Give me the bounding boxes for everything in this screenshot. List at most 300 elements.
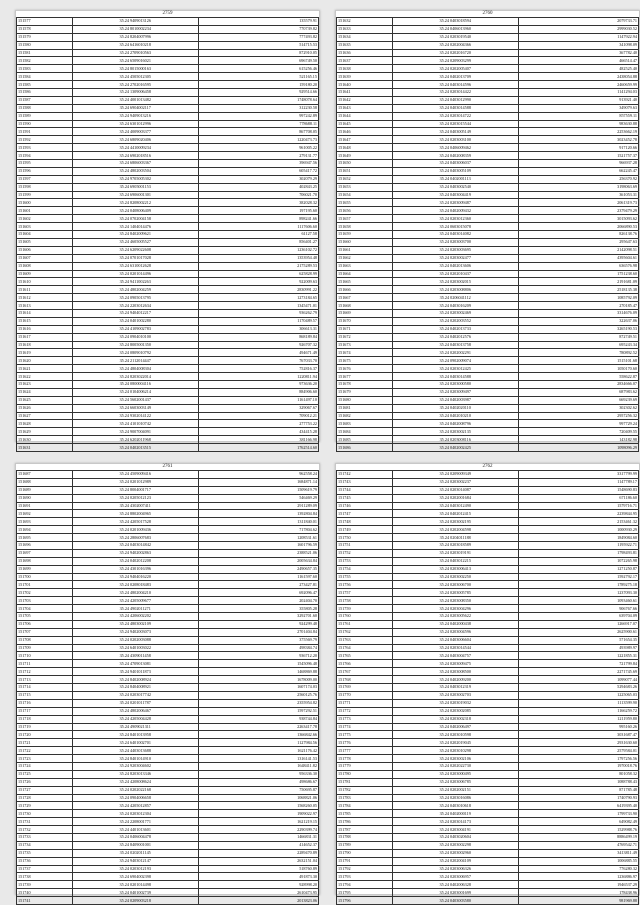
record-id-cell: 151720 <box>17 731 73 739</box>
record-id-cell: 151696 <box>17 542 73 550</box>
value-cell: 2579584.01 <box>518 747 638 755</box>
record-id-cell: 151639 <box>337 73 393 81</box>
value-cell: 770739.82 <box>198 25 318 33</box>
coordinate-cell: 35.24 0402010210 <box>392 412 518 420</box>
table-row <box>337 486 639 494</box>
value-cell: 801058.32 <box>518 770 638 778</box>
value-cell: 2610473.95 <box>198 889 318 897</box>
value-cell: 2239844.95 <box>518 510 638 518</box>
coordinate-cell: 35.24 0402009200 <box>392 676 518 684</box>
table-row <box>337 341 639 349</box>
coordinate-cell: 35.24 2806007683 <box>72 534 198 542</box>
record-id-cell: 151668 <box>337 302 393 310</box>
value-cell: 1466831.31 <box>198 833 318 841</box>
record-id-cell: 151791 <box>337 857 393 865</box>
value-cell: 1117606.60 <box>198 223 318 231</box>
value-cell: 1221855.31 <box>518 652 638 660</box>
coordinate-cell: 35.24 4302007411 <box>72 502 198 510</box>
table-row <box>337 786 639 794</box>
value-cell: 491873.30 <box>198 873 318 881</box>
coordinate-cell: 35.24 8409001001 <box>72 841 198 849</box>
table-row <box>17 542 319 550</box>
table-row <box>337 707 639 715</box>
value-cell: 696749.50 <box>198 57 318 65</box>
table-row <box>337 175 639 183</box>
record-id-cell: 151646 <box>337 128 393 136</box>
value-cell: 1740790.93 <box>518 794 638 802</box>
record-id-cell: 151680 <box>337 396 393 404</box>
table-row <box>337 652 639 660</box>
table-row <box>17 770 319 778</box>
record-id-cell: 151623 <box>17 380 73 388</box>
record-id-cell: 151643 <box>337 104 393 112</box>
page-number: 2761 <box>162 464 173 469</box>
record-id-cell: 151737 <box>17 865 73 873</box>
value-cell: 322637.06 <box>518 317 638 325</box>
table-row <box>337 620 639 628</box>
record-id-cell: 151597 <box>17 175 73 183</box>
table-row <box>17 128 319 136</box>
table-row <box>17 191 319 199</box>
page-number: 2762 <box>482 464 493 469</box>
value-cell: 995160.26 <box>518 723 638 731</box>
table-row <box>17 660 319 668</box>
coordinate-cell: 35.24 0201011787 <box>72 699 198 707</box>
coordinate-cell: 35.24 0208018483 <box>72 581 198 589</box>
value-cell: 752816.37 <box>198 365 318 373</box>
table-row <box>17 613 319 621</box>
record-id-cell: 151738 <box>17 873 73 881</box>
table-row <box>337 404 639 412</box>
value-cell: 1748078.64 <box>198 96 318 104</box>
record-id-cell: 151658 <box>337 223 393 231</box>
coordinates-table <box>16 17 319 452</box>
page-2760 <box>335 10 640 450</box>
coordinate-cell: 35.24 0203002703 <box>392 691 518 699</box>
table-row <box>337 254 639 262</box>
record-id-cell: 151595 <box>17 160 73 168</box>
record-id-cell: 151794 <box>337 881 393 889</box>
table-row <box>337 826 639 834</box>
table-row <box>337 810 639 818</box>
record-id-cell: 151638 <box>337 65 393 73</box>
value-cell: 1799733.90 <box>518 810 638 818</box>
table-row <box>337 573 639 581</box>
coordinate-cell: 35.24 6509016021 <box>72 57 198 65</box>
record-id-cell: 151701 <box>17 581 73 589</box>
coordinate-cell: 35.24 0203009487 <box>392 199 518 207</box>
page-2759 <box>15 10 320 450</box>
record-id-cell: 151754 <box>337 565 393 573</box>
coordinate-cell: 35.24 2702016595 <box>72 81 198 89</box>
coordinate-cell: 35.24 4309011458 <box>72 652 198 660</box>
coordinate-cell: 35.24 0203000495 <box>392 770 518 778</box>
value-cell: 493989.97 <box>518 644 638 652</box>
table-row <box>17 373 319 381</box>
table-row <box>337 41 639 49</box>
value-cell: 1789275.18 <box>518 581 638 589</box>
coordinate-cell: 35.24 4205009677 <box>72 597 198 605</box>
value-cell: 1366842.66 <box>198 731 318 739</box>
coordinate-cell: 35.24 0203015544 <box>392 120 518 128</box>
table-row <box>17 605 319 613</box>
table-row <box>17 317 319 325</box>
coordinate-cell: 35.24 0406013960 <box>392 25 518 33</box>
value-cell: 1211959.80 <box>518 715 638 723</box>
table-row <box>337 49 639 57</box>
table-row <box>337 739 639 747</box>
value-cell: 1236886.97 <box>518 873 638 881</box>
table-row <box>337 380 639 388</box>
record-id-cell: 151610 <box>17 278 73 286</box>
coordinate-cell: 35.24 0104006214 <box>72 388 198 396</box>
value-cell: 695243.34 <box>518 341 638 349</box>
record-id-cell: 151685 <box>337 436 393 444</box>
table-row <box>337 747 639 755</box>
coordinate-cell: 35.24 9403012147 <box>72 857 198 865</box>
table-row <box>337 857 639 865</box>
value-cell: 1006885.55 <box>518 857 638 865</box>
table-row <box>17 231 319 239</box>
value-cell: 197195.60 <box>198 207 318 215</box>
record-id-cell: 151673 <box>337 341 393 349</box>
value-cell: 1392804.84 <box>198 510 318 518</box>
table-row <box>337 770 639 778</box>
record-id-cell: 151780 <box>337 770 393 778</box>
coordinate-cell: 35.24 0203018589 <box>392 542 518 550</box>
coordinate-cell: 35.24 4009003377 <box>72 128 198 136</box>
coordinate-cell: 35.24 0809010792 <box>72 349 198 357</box>
record-id-cell: 151599 <box>17 191 73 199</box>
coordinate-cell: 35.24 0403004757 <box>392 652 518 660</box>
coordinate-cell: 35.24 8004001717 <box>72 486 198 494</box>
table-row <box>337 412 639 420</box>
coordinate-cell: 35.24 0203014173 <box>392 818 518 826</box>
coordinate-cell: 35.24 0206041112 <box>392 294 518 302</box>
value-cell: 625828.99 <box>198 270 318 278</box>
coordinate-cell: 35.24 0203003100 <box>392 136 518 144</box>
coordinate-cell: 35.24 0203002318 <box>392 715 518 723</box>
record-id-cell: 151734 <box>17 841 73 849</box>
table-row <box>337 755 639 763</box>
value-cell: 2153461.32 <box>518 518 638 526</box>
record-id-cell: 151764 <box>337 644 393 652</box>
record-id-cell: 151732 <box>17 826 73 834</box>
coordinate-cell: 35.24 0203012304 <box>72 810 198 818</box>
table-row <box>337 25 639 33</box>
table-row <box>337 794 639 802</box>
value-cell: 924299.48 <box>198 620 318 628</box>
coordinate-cell: 35.24 0403004419 <box>392 191 518 199</box>
coordinate-cell: 35.24 0202022730 <box>392 762 518 770</box>
value-cell: 1236102.72 <box>198 246 318 254</box>
coordinate-cell: 35.24 0403013758 <box>392 341 518 349</box>
coordinate-cell: 35.24 8010002234 <box>72 25 198 33</box>
table-row <box>337 270 639 278</box>
record-id-cell: 151654 <box>337 191 393 199</box>
value-cell: 349079.63 <box>518 104 638 112</box>
table-row <box>337 365 639 373</box>
coordinate-cell: 35.24 0202002291 <box>392 349 518 357</box>
coordinate-cell: 35.24 0203002250 <box>392 573 518 581</box>
record-id-cell: 151583 <box>17 65 73 73</box>
value-cell: 2289470.89 <box>198 849 318 857</box>
coordinate-cell: 35.24 8203022014 <box>72 373 198 381</box>
value-cell: 3023452.78 <box>518 136 638 144</box>
coordinate-cell: 35.24 6401002701 <box>72 739 198 747</box>
coordinate-cell: 35.24 9401011873 <box>72 668 198 676</box>
coordinate-cell: 35.24 6809020406 <box>72 136 198 144</box>
coordinate-cell: 35.24 0902009074 <box>392 357 518 365</box>
coordinate-cell: 35.24 0402001113 <box>392 175 518 183</box>
value-cell: 2379479.29 <box>518 207 638 215</box>
record-id-cell: 151644 <box>337 112 393 120</box>
record-id-cell: 151782 <box>337 786 393 794</box>
table-row <box>337 731 639 739</box>
table-row <box>17 802 319 810</box>
table-row <box>337 699 639 707</box>
record-id-cell: 151722 <box>17 747 73 755</box>
record-id-cell: 151774 <box>337 723 393 731</box>
table-row <box>17 89 319 97</box>
table-row <box>17 652 319 660</box>
table-row <box>17 388 319 396</box>
value-cell: 1166259.72 <box>518 707 638 715</box>
coordinate-cell: 35.24 0402000119 <box>392 810 518 818</box>
record-id-cell: 151675 <box>337 357 393 365</box>
record-id-cell: 151687 <box>17 471 73 479</box>
table-row <box>17 597 319 605</box>
record-id-cell: 151735 <box>17 849 73 857</box>
coordinate-cell: 35.24 0203003695 <box>392 246 518 254</box>
table-row <box>17 676 319 684</box>
coordinate-cell: 35.24 0203012360 <box>392 215 518 223</box>
value-cell: 1127984.56 <box>198 739 318 747</box>
value-cell: 938744.84 <box>198 715 318 723</box>
coordinate-cell: 35.24 2709010563 <box>72 49 198 57</box>
record-id-cell: 151657 <box>337 215 393 223</box>
coordinate-cell: 35.24 0203008806 <box>392 286 518 294</box>
coordinate-cell: 35.24 9302014122 <box>72 412 198 420</box>
coordinate-cell: 35.24 4205012857 <box>72 802 198 810</box>
record-id-cell: 151607 <box>17 254 73 262</box>
record-id-cell: 151778 <box>337 755 393 763</box>
coordinate-cell: 35.24 0205012123 <box>72 494 198 502</box>
coordinate-cell: 35.24 4605005527 <box>72 238 198 246</box>
table-row <box>337 668 639 676</box>
table-row <box>17 152 319 160</box>
table-row <box>337 238 639 246</box>
coordinate-cell: 35.24 0403005149 <box>392 128 518 136</box>
table-row <box>337 128 639 136</box>
table-row <box>337 897 639 905</box>
record-id-cell: 151760 <box>337 613 393 621</box>
table-row <box>337 549 639 557</box>
table-row <box>337 660 639 668</box>
table-row <box>337 144 639 152</box>
record-id-cell: 151789 <box>337 841 393 849</box>
value-cell: 3198063.69 <box>518 183 638 191</box>
table-row <box>337 246 639 254</box>
table-row <box>17 573 319 581</box>
table-row <box>17 278 319 286</box>
value-cell: 2931630.60 <box>518 739 638 747</box>
record-id-cell: 151692 <box>17 510 73 518</box>
value-cell: 1099077.44 <box>518 676 638 684</box>
table-row <box>337 262 639 270</box>
value-cell: 1266917.07 <box>518 620 638 628</box>
table-row <box>17 167 319 175</box>
record-id-cell: 151792 <box>337 865 393 873</box>
record-id-cell: 151618 <box>17 341 73 349</box>
value-cell: 671186.60 <box>518 494 638 502</box>
coordinate-cell: 35.24 0203019540 <box>392 33 518 41</box>
record-id-cell: 151589 <box>17 112 73 120</box>
value-cell: 1050170.60 <box>518 365 638 373</box>
value-cell: 135579.91 <box>198 18 318 26</box>
record-id-cell: 151678 <box>337 380 393 388</box>
record-id-cell: 151662 <box>337 254 393 262</box>
coordinate-cell: 35.24 0702004158 <box>72 215 198 223</box>
record-id-cell: 151669 <box>337 309 393 317</box>
record-id-cell: 151784 <box>337 802 393 810</box>
table-row <box>337 518 639 526</box>
table-row <box>17 325 319 333</box>
value-cell: 5294683.26 <box>518 684 638 692</box>
value-cell: 521165.15 <box>198 73 318 81</box>
table-row <box>17 589 319 597</box>
table-row <box>17 104 319 112</box>
value-cell: 936262.79 <box>198 309 318 317</box>
value-cell: 382028.32 <box>198 199 318 207</box>
table-row <box>337 73 639 81</box>
value-cell: 777493.82 <box>198 33 318 41</box>
coordinate-cell: 35.24 5602001437 <box>72 396 198 404</box>
coordinate-cell: 35.24 0403006604 <box>392 636 518 644</box>
table-row <box>17 246 319 254</box>
coordinate-cell: 35.24 0203002085 <box>392 707 518 715</box>
record-id-cell: 151630 <box>17 436 73 444</box>
value-cell: 706021.70 <box>198 191 318 199</box>
record-id-cell: 151587 <box>17 96 73 104</box>
coordinate-cell: 35.24 4902011271 <box>72 605 198 613</box>
coordinate-cell: 35.24 0800004116 <box>72 380 198 388</box>
record-id-cell: 151667 <box>337 294 393 302</box>
record-id-cell: 151795 <box>337 889 393 897</box>
table-row <box>17 18 319 26</box>
value-cell: 4769542.71 <box>518 841 638 849</box>
record-id-cell: 151684 <box>337 428 393 436</box>
record-id-cell: 151746 <box>337 502 393 510</box>
coordinate-cell: 35.24 6904002398 <box>72 873 198 881</box>
table-row <box>337 278 639 286</box>
value-cell: 2830991.22 <box>198 286 318 294</box>
value-cell: 1085792.09 <box>518 294 638 302</box>
record-id-cell: 151729 <box>17 802 73 810</box>
coordinate-cell: 35.24 0402000438 <box>392 620 518 628</box>
coordinate-cell: 35.24 9705005302 <box>72 175 198 183</box>
record-id-cell: 151632 <box>337 18 393 26</box>
coordinate-cell: 35.24 0202016720 <box>392 49 518 57</box>
coordinate-cell: 35.24 6603003149 <box>72 404 198 412</box>
coordinate-cell: 35.24 0403014842 <box>72 542 198 550</box>
value-cell: 143182.98 <box>518 436 638 444</box>
coordinate-cell: 35.24 0402008359 <box>392 152 518 160</box>
value-cell: 1798493.81 <box>518 549 638 557</box>
coordinate-cell: 35.24 8208002212 <box>72 199 198 207</box>
value-cell: 928998.20 <box>198 881 318 889</box>
record-id-cell: 151765 <box>337 652 393 660</box>
value-cell: 3031687.47 <box>518 731 638 739</box>
table-row <box>337 317 639 325</box>
value-cell: 1237093.30 <box>518 589 638 597</box>
coordinate-cell: 35.24 9404016220 <box>72 573 198 581</box>
record-id-cell: 151585 <box>17 81 73 89</box>
value-cell: 669239.69 <box>518 396 638 404</box>
record-id-cell: 151711 <box>17 660 73 668</box>
value-cell: 1521757.37 <box>518 152 638 160</box>
table-row <box>17 857 319 865</box>
record-id-cell: 151660 <box>337 238 393 246</box>
coordinate-cell: 35.24 0403012490 <box>392 502 518 510</box>
record-id-cell: 151733 <box>17 833 73 841</box>
table-row <box>17 526 319 534</box>
table-row <box>17 873 319 881</box>
table-row <box>17 238 319 246</box>
value-cell: 962558.24 <box>198 471 318 479</box>
table-row <box>17 510 319 518</box>
table-row <box>17 486 319 494</box>
record-id-cell: 151651 <box>337 167 393 175</box>
record-id-cell: 151751 <box>337 542 393 550</box>
record-id-cell: 151772 <box>337 707 393 715</box>
value-cell: 1849084.60 <box>518 534 638 542</box>
record-id-cell: 151688 <box>17 478 73 486</box>
coordinate-cell: 35.24 0203002237 <box>392 478 518 486</box>
record-id-cell: 151682 <box>337 412 393 420</box>
table-row <box>337 223 639 231</box>
record-id-cell: 151584 <box>17 73 73 81</box>
record-id-cell: 151783 <box>337 794 393 802</box>
table-row <box>17 262 319 270</box>
coordinate-cell: 35.24 8203013346 <box>72 770 198 778</box>
table-row <box>17 286 319 294</box>
table-row <box>17 175 319 183</box>
coordinate-cell: 35.24 0402012208 <box>72 557 198 565</box>
table-row <box>337 286 639 294</box>
value-cell: 1678009.00 <box>198 676 318 684</box>
coordinate-cell: 35.24 0202004598 <box>392 526 518 534</box>
coordinate-cell: 35.24 0203002106 <box>392 755 518 763</box>
value-cell: 1273184.65 <box>198 294 318 302</box>
coordinate-cell: 35.24 0203014544 <box>392 644 518 652</box>
coordinates-table <box>336 470 639 905</box>
coordinates-table <box>336 17 639 452</box>
value-cell: 1220473.73 <box>198 136 318 144</box>
table-row <box>17 33 319 41</box>
value-cell: 1648411.82 <box>198 762 318 770</box>
table-row <box>17 565 319 573</box>
table-row <box>337 81 639 89</box>
record-id-cell: 151703 <box>17 597 73 605</box>
coordinate-cell: 35.24 0202003552 <box>392 317 518 325</box>
coordinate-cell: 35.24 0905013795 <box>72 294 198 302</box>
coordinate-cell: 35.24 0204011188 <box>392 534 518 542</box>
value-cell: 2271745.69 <box>518 668 638 676</box>
coordinate-cell: 35.24 4206002202 <box>72 613 198 621</box>
value-cell: 1621219.15 <box>198 818 318 826</box>
record-id-cell: 151606 <box>17 246 73 254</box>
